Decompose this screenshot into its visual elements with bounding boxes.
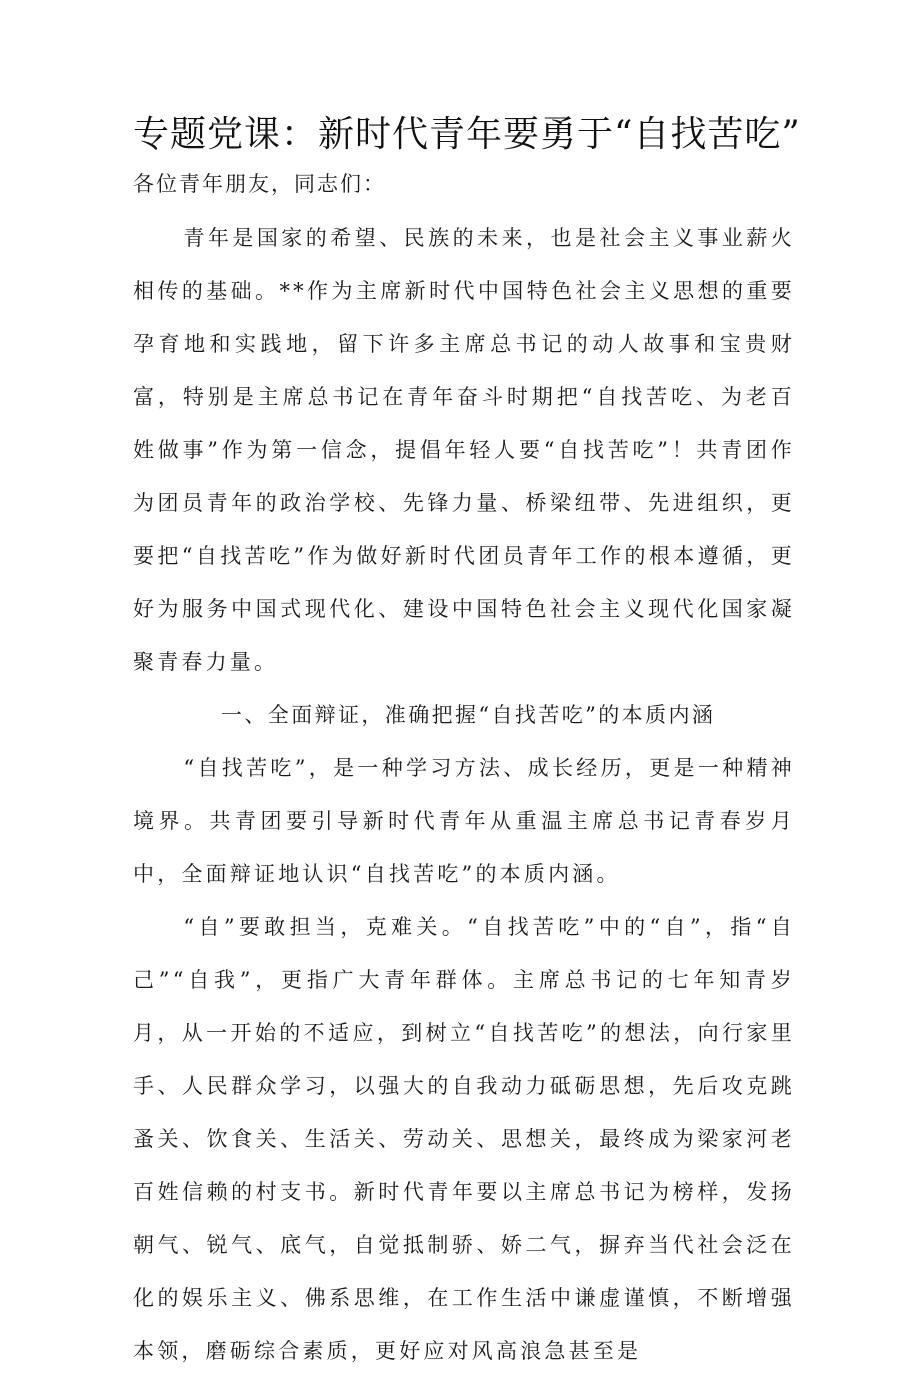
paragraph-section-intro: “自找苦吃”，是一种学习方法、成长经历，更是一种精神境界。共青团要引导新时代青年从重温主席总书记青春岁月中，全面辩证地认识“自找苦吃”的本质内涵。 [133,756,795,886]
document-title: 专题党课：新时代青年要勇于“自找苦吃” [133,114,801,155]
document-body [133,212,795,1378]
section-heading: 一、全面辩证，准确把握“自找苦吃”的本质内涵 [221,703,716,727]
paragraph-self: “自”要敢担当，克难关。“自找苦吃”中的“自”，指“自己”“自我”，更指广大青年群体。主席总书记的七年知青岁月，从一开始的不适应，到树立“自找苦吃”的想法，向行家里手、人民群众学习，以强大的自我动力砥砺思想，先后攻克跳蚤关、饮食关、生活关、劳动关、思想关，最终成为梁家河老百姓信赖的村支书。新时代青年要以主席总书记为榜样，发扬朝气、锐气、底气，自觉抵制骄、娇二气，摒弃当代社会泛在化的娱乐主义、佛系思维，在工作生活中谦虚谨慎，不断增强本领，磨砺综合素质，更好应对风高浪急甚至是 [133,915,795,1363]
paragraph-intro: 青年是国家的希望、民族的未来，也是社会主义事业薪火相传的基础。**作为主席新时代中国特色社会主义思想的重要孕育地和实践地，留下许多主席总书记的动人故事和宝贵财富，特别是主席总书记在青年奋斗时期把“自找苦吃、为老百姓做事”作为第一信念，提倡年轻人要“自找苦吃”！共青团作为团员青年的政治学校、先锋力量、桥梁纽带、先进组织，更要把“自找苦吃”作为做好新时代团员青年工作的根本遵循，更好为服务中国式现代化、建设中国特色社会主义现代化国家凝聚青春力量。 [133,226,795,674]
salutation: 各位青年朋友，同志们： [133,172,386,196]
